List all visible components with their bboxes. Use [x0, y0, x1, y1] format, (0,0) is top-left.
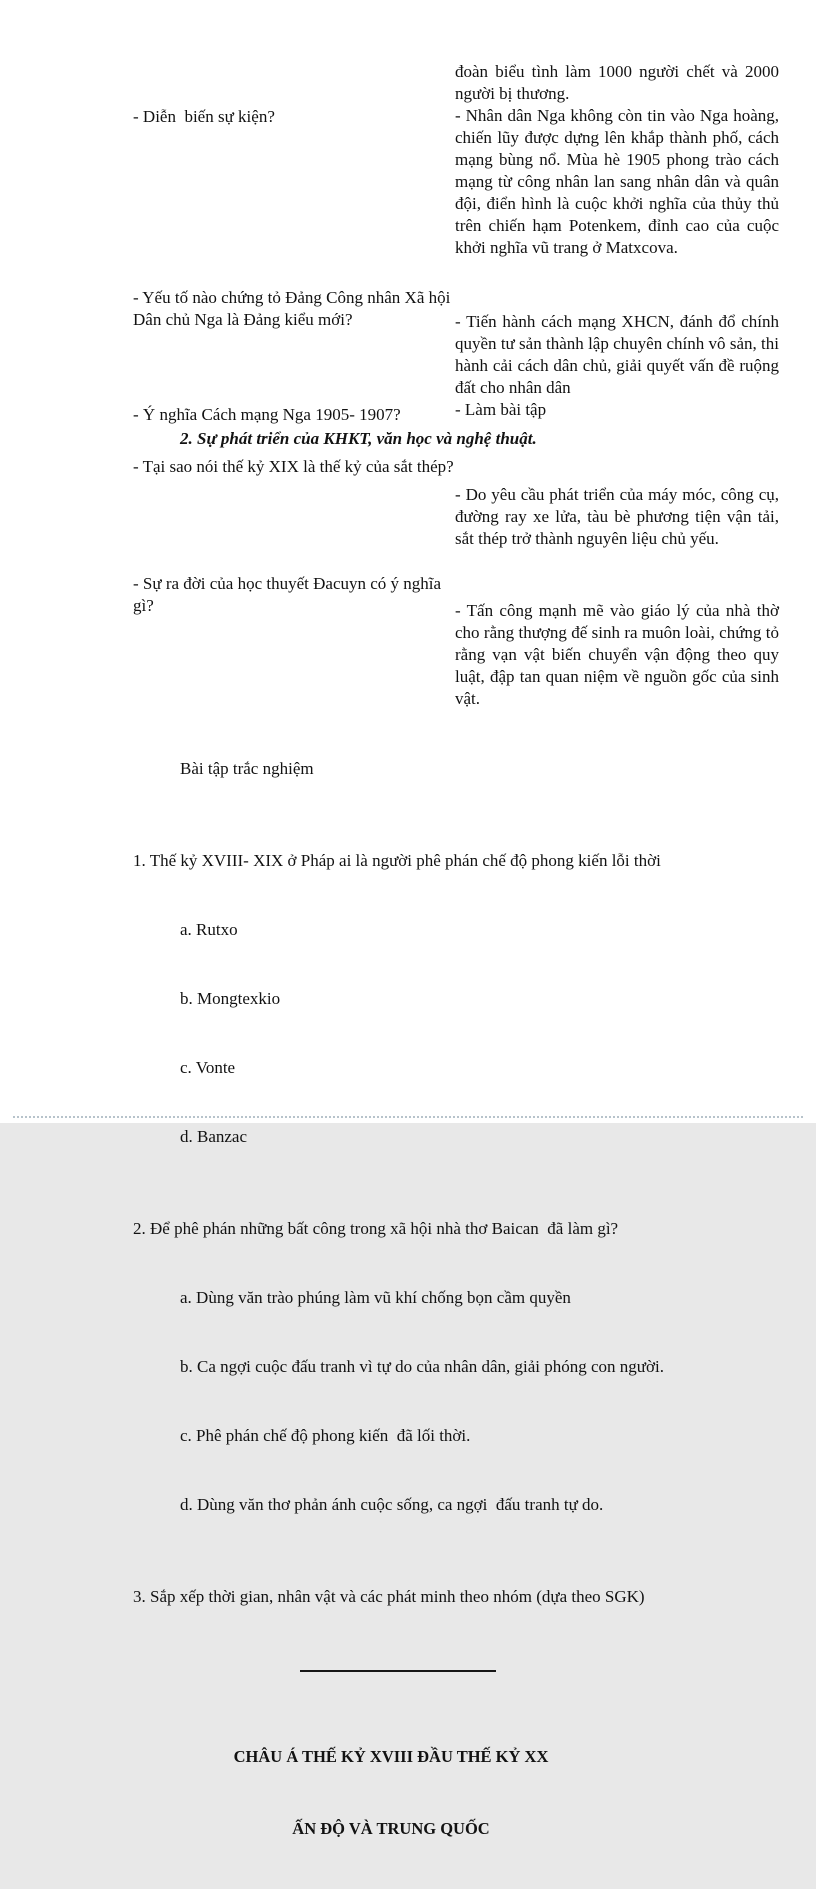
- quiz-q1-option-d: d. Banzac: [180, 1127, 248, 1146]
- quiz-question-1: 1. Thế kỷ XVIII- XIX ở Pháp ai là người phê phán chế độ phong kiến lỗi thời: [133, 851, 661, 870]
- closing-heading-line1: CHÂU Á THẾ KỶ XVIII ĐẦU THẾ KỶ XX: [233, 1747, 549, 1766]
- question-the-ky-sat-thep: - Tại sao nói thế kỷ XIX là thế kỷ của sắt thép?: [133, 457, 454, 476]
- section-2-heading: 2. Sự phát triển của KHKT, văn học và nghệ thuật.: [180, 429, 537, 448]
- quiz-q2-option-d: d. Dùng văn thơ phản ánh cuộc sống, ca ngợi đấu tranh tự do.: [180, 1495, 604, 1514]
- answer-dien-bien: - Nhân dân Nga không còn tin vào Nga hoàng, chiến lũy được dựng lên khắp thành phố, cách mạng bùng nổ. Mùa hè 1905 phong trào cách mạng từ công nhân lan sang nhân dân và quân đội, điển hình là cuộc khởi nghĩa của thủy thủ trên chiến hạm Potenkem, đỉnh cao của cuộc khởi nghĩa vũ trang ở Matxcova.: [455, 106, 779, 257]
- quiz-question-2: 2. Để phê phán những bất công trong xã hội nhà thơ Baican đã làm gì?: [133, 1219, 619, 1238]
- closing-heading: [133, 1697, 649, 1889]
- quiz-q1-option-c: c. Vonte: [180, 1058, 236, 1077]
- closing-heading-line2: ẤN ĐỘ VÀ TRUNG QUỐC: [292, 1819, 490, 1838]
- answer-lam-bai-tap: - Làm bài tập: [455, 400, 547, 419]
- question-y-nghia: - Ý nghĩa Cách mạng Nga 1905- 1907?: [133, 405, 401, 424]
- quiz-q2-option-b: b. Ca ngợi cuộc đấu tranh vì tự do của nhân dân, giải phóng con người.: [180, 1357, 664, 1376]
- question-dang-kieu-moi: - Yếu tố nào chứng tỏ Đảng Công nhân Xã hội Dân chủ Nga là Đảng kiểu mới?: [133, 288, 455, 329]
- answer-dacuyn: - Tấn công mạnh mẽ vào giáo lý của nhà thờ cho rằng thượng đế sinh ra muôn loài, chứng tỏ rằng vạn vật biến chuyển vận động theo quy luật, đập tan quan niệm về nguồn gốc của sinh vật.: [455, 601, 779, 708]
- quiz-q2-option-a: a. Dùng văn trào phúng làm vũ khí chống bọn cầm quyền: [180, 1288, 571, 1307]
- answer-sat-thep: - Do yêu cầu phát triển của máy móc, công cụ, đường ray xe lửa, tàu bè phương tiện vận tải, sắt thép trở thành nguyên liệu chủ yếu.: [455, 485, 779, 548]
- quiz-question-3: 3. Sắp xếp thời gian, nhân vật và các phát minh theo nhóm (dựa theo SGK): [133, 1587, 645, 1606]
- quiz-q1-option-a: a. Rutxo: [180, 920, 238, 939]
- answer-continuation: đoàn biểu tình làm 1000 người chết và 2000 người bị thương.: [455, 62, 779, 103]
- question-dacuyn: - Sự ra đời của học thuyết Đacuyn có ý nghĩa gì?: [133, 574, 446, 615]
- answer-block-revolution: [455, 61, 779, 259]
- quiz-q1-option-b: b. Mongtexkio: [180, 989, 281, 1008]
- quiz-q2-option-c: c. Phê phán chế độ phong kiến đã lối thời.: [180, 1426, 471, 1445]
- quiz-section: [133, 711, 780, 1654]
- page-bottom-dotted-line: [13, 1116, 803, 1118]
- section-divider-rule: [300, 1670, 496, 1672]
- answer-party-new-type: - Tiến hành cách mạng XHCN, đánh đổ chính quyền tư sản thành lập chuyên chính vô sản, thi hành cải cách dân chủ, giải quyết vấn đề ruộng đất cho nhân dân: [455, 312, 779, 397]
- question-dien-bien: - Diễn biến sự kiện?: [133, 107, 275, 126]
- lesson-two-column-section: [133, 61, 780, 711]
- quiz-heading: Bài tập trắc nghiệm: [180, 759, 314, 778]
- document-content: [133, 61, 780, 1889]
